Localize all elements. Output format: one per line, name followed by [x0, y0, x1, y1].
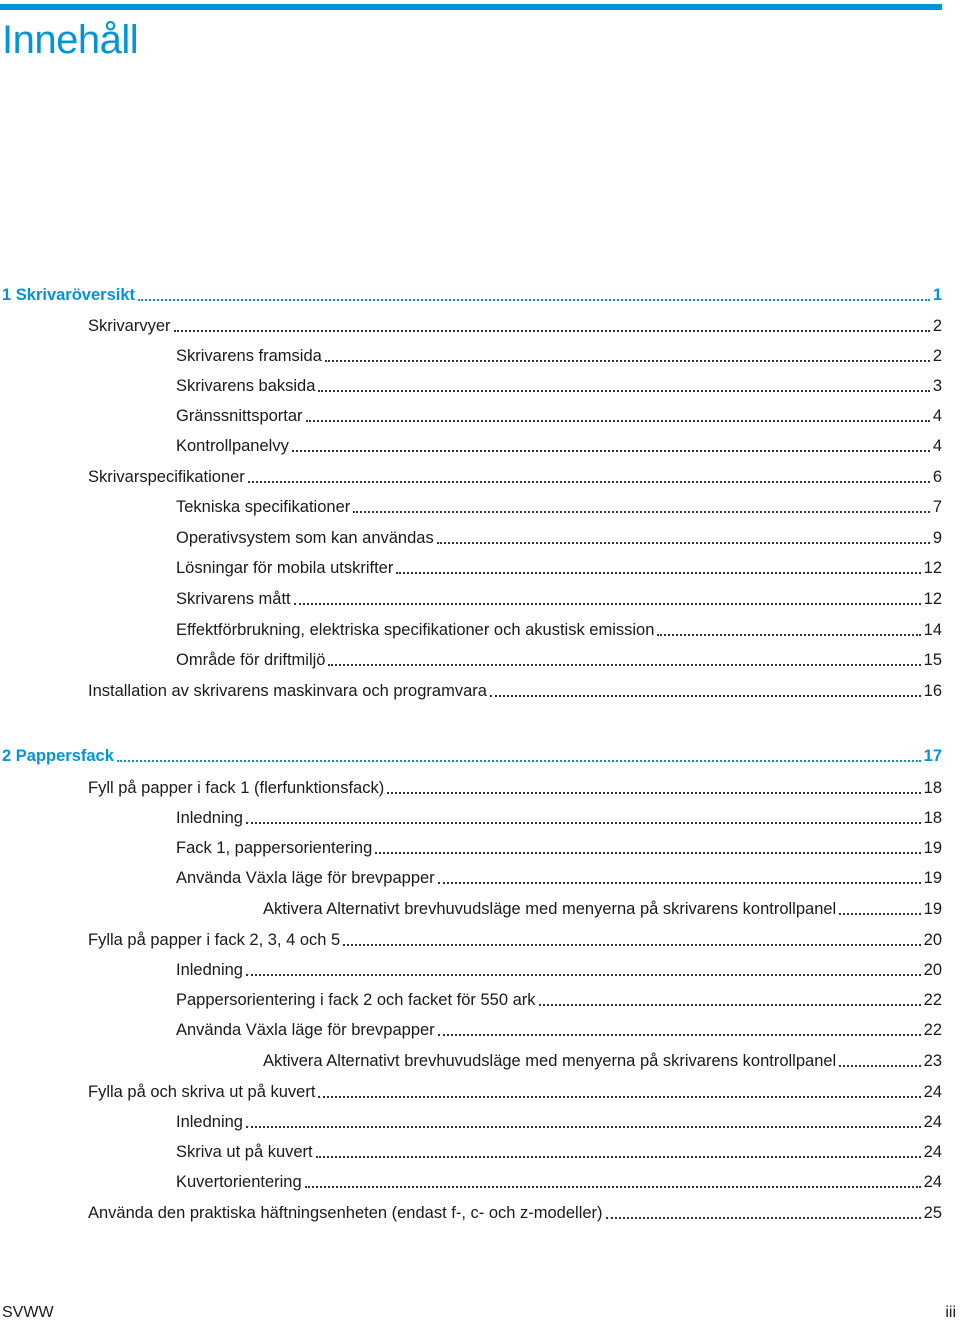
toc-entry[interactable]	[88, 465, 942, 487]
dot-leader	[248, 481, 930, 483]
toc-entry-page-number: 25	[923, 1204, 942, 1222]
toc-entry[interactable]	[176, 836, 942, 858]
dot-leader	[174, 330, 930, 332]
dot-leader	[328, 664, 920, 666]
toc-entry[interactable]	[176, 1018, 942, 1040]
toc-entry[interactable]	[88, 928, 942, 950]
toc-entry-title: Skrivarvyer	[88, 317, 171, 335]
toc-entry-page-number: 19	[923, 900, 942, 918]
toc-entry-title: Inledning	[176, 1113, 243, 1131]
toc-entry-page-number: 24	[923, 1173, 942, 1191]
dot-leader	[375, 852, 920, 854]
toc-entry-title: Skrivarens baksida	[176, 377, 316, 395]
dot-leader	[294, 603, 921, 605]
toc-entry-page-number: 12	[923, 590, 942, 608]
toc-entry[interactable]	[176, 374, 942, 396]
toc-entry-title: Kuvertorientering	[176, 1173, 302, 1191]
toc-entry-page-number: 18	[923, 779, 942, 797]
toc-entry-page-number: 24	[923, 1143, 942, 1161]
dot-leader	[316, 1156, 921, 1158]
toc-entry-title: Inledning	[176, 961, 243, 979]
toc-entry-title: Område för driftmiljö	[176, 651, 326, 669]
toc-entry[interactable]	[176, 1140, 942, 1162]
toc-entry-page-number: 9	[932, 529, 942, 547]
toc-entry-page-number: 22	[923, 991, 942, 1009]
footer-page-number: iii	[945, 1304, 956, 1321]
toc-entry-page-number: 17	[923, 747, 942, 765]
toc-entry-page-number: 4	[932, 407, 942, 425]
toc-entry[interactable]	[88, 314, 942, 336]
dot-leader	[325, 360, 930, 362]
toc-entry[interactable]	[176, 618, 942, 640]
toc-entry-page-number: 12	[923, 559, 942, 577]
toc-entry[interactable]	[176, 648, 942, 670]
dot-leader	[138, 299, 930, 301]
toc-entry-title: Kontrollpanelvy	[176, 437, 289, 455]
dot-leader	[839, 913, 920, 915]
toc-entry[interactable]	[176, 866, 942, 888]
toc-entry-title: 1 Skrivaröversikt	[2, 286, 136, 304]
toc-entry[interactable]	[176, 958, 942, 980]
toc-entry[interactable]	[176, 434, 942, 456]
toc-entry-page-number: 2	[932, 317, 942, 335]
toc-entry-page-number: 19	[923, 839, 942, 857]
toc-entry-title: Skrivarspecifikationer	[88, 468, 245, 486]
toc-entry[interactable]	[176, 344, 942, 366]
dot-leader	[305, 1186, 921, 1188]
toc-entry-page-number: 16	[923, 682, 942, 700]
toc-entry-page-number: 1	[932, 286, 942, 304]
toc-entry[interactable]	[176, 587, 942, 609]
toc-entry[interactable]	[176, 556, 942, 578]
toc-entry-title: Aktivera Alternativt brevhuvudsläge med menyerna på skrivarens kontrollpanel	[263, 900, 837, 918]
footer-left: SVWW	[2, 1304, 54, 1321]
toc-entry[interactable]	[176, 1110, 942, 1132]
dot-leader	[117, 760, 921, 762]
toc-entry-page-number: 23	[923, 1052, 942, 1070]
dot-leader	[438, 882, 921, 884]
toc-entry-title: Skrivarens framsida	[176, 347, 322, 365]
dot-leader	[438, 1034, 921, 1036]
dot-leader	[246, 1126, 921, 1128]
toc-entry[interactable]	[88, 1201, 942, 1223]
toc-entry-title: 2 Pappersfack	[2, 747, 114, 765]
toc-entry[interactable]	[88, 776, 942, 798]
toc-entry-page-number: 20	[923, 931, 942, 949]
page-title: Innehåll	[2, 18, 139, 62]
toc-entry-title: Använda den praktiska häftningsenheten (endast f-, c- och z-modeller)	[88, 1204, 603, 1222]
dot-leader	[246, 974, 921, 976]
toc-chapter-entry[interactable]	[2, 744, 942, 766]
toc-entry-page-number: 24	[923, 1113, 942, 1131]
toc-entry[interactable]	[263, 897, 942, 919]
toc-entry-page-number: 20	[923, 961, 942, 979]
dot-leader	[396, 572, 920, 574]
toc-entry-title: Effektförbrukning, elektriska specifikationer och akustisk emission	[176, 621, 655, 639]
toc-entry-title: Aktivera Alternativt brevhuvudsläge med menyerna på skrivarens kontrollpanel	[263, 1052, 837, 1070]
toc-entry-page-number: 14	[923, 621, 942, 639]
dot-leader	[387, 792, 920, 794]
toc-entry-title: Operativsystem som kan användas	[176, 529, 434, 547]
toc-entry-page-number: 3	[932, 377, 942, 395]
toc-entry[interactable]	[88, 679, 942, 701]
toc-entry-title: Installation av skrivarens maskinvara och programvara	[88, 682, 487, 700]
toc-entry[interactable]	[176, 404, 942, 426]
toc-entry-title: Fyll på papper i fack 1 (flerfunktionsfack)	[88, 779, 385, 797]
toc-entry-title: Använda Växla läge för brevpapper	[176, 869, 435, 887]
toc-entry-title: Pappersorientering i fack 2 och facket för 550 ark	[176, 991, 536, 1009]
toc-entry-title: Fack 1, pappersorientering	[176, 839, 373, 857]
dot-leader	[437, 542, 930, 544]
toc-entry[interactable]	[176, 806, 942, 828]
toc-entry[interactable]	[88, 1080, 942, 1102]
dot-leader	[353, 511, 930, 513]
toc-entry-title: Fylla på och skriva ut på kuvert	[88, 1083, 316, 1101]
dot-leader	[318, 1096, 920, 1098]
dot-leader	[490, 695, 921, 697]
toc-entry-page-number: 4	[932, 437, 942, 455]
dot-leader	[657, 634, 920, 636]
toc-entry-page-number: 19	[923, 869, 942, 887]
dot-leader	[306, 420, 930, 422]
toc-entry-title: Använda Växla läge för brevpapper	[176, 1021, 435, 1039]
dot-leader	[246, 822, 921, 824]
toc-entry-page-number: 24	[923, 1083, 942, 1101]
toc-entry[interactable]	[176, 988, 942, 1010]
toc-entry-page-number: 15	[923, 651, 942, 669]
toc-entry-page-number: 6	[932, 468, 942, 486]
toc-entry-title: Gränssnittsportar	[176, 407, 303, 425]
dot-leader	[343, 944, 920, 946]
toc-entry[interactable]	[263, 1049, 942, 1071]
toc-entry-page-number: 7	[932, 498, 942, 516]
dot-leader	[839, 1065, 920, 1067]
toc-entry-page-number: 22	[923, 1021, 942, 1039]
toc-entry-page-number: 2	[932, 347, 942, 365]
toc-entry[interactable]	[176, 526, 942, 548]
top-rule	[0, 4, 942, 10]
dot-leader	[292, 450, 930, 452]
toc-entry-title: Skriva ut på kuvert	[176, 1143, 313, 1161]
dot-leader	[318, 390, 929, 392]
dot-leader	[539, 1004, 921, 1006]
toc-chapter-entry[interactable]	[2, 283, 942, 305]
toc-entry-title: Inledning	[176, 809, 243, 827]
toc-entry-title: Lösningar för mobila utskrifter	[176, 559, 394, 577]
toc-entry[interactable]	[176, 495, 942, 517]
toc-entry-title: Tekniska specifikationer	[176, 498, 351, 516]
dot-leader	[606, 1217, 921, 1219]
toc-entry-title: Skrivarens mått	[176, 590, 291, 608]
toc-entry-title: Fylla på papper i fack 2, 3, 4 och 5	[88, 931, 341, 949]
toc-entry[interactable]	[176, 1170, 942, 1192]
toc-entry-page-number: 18	[923, 809, 942, 827]
